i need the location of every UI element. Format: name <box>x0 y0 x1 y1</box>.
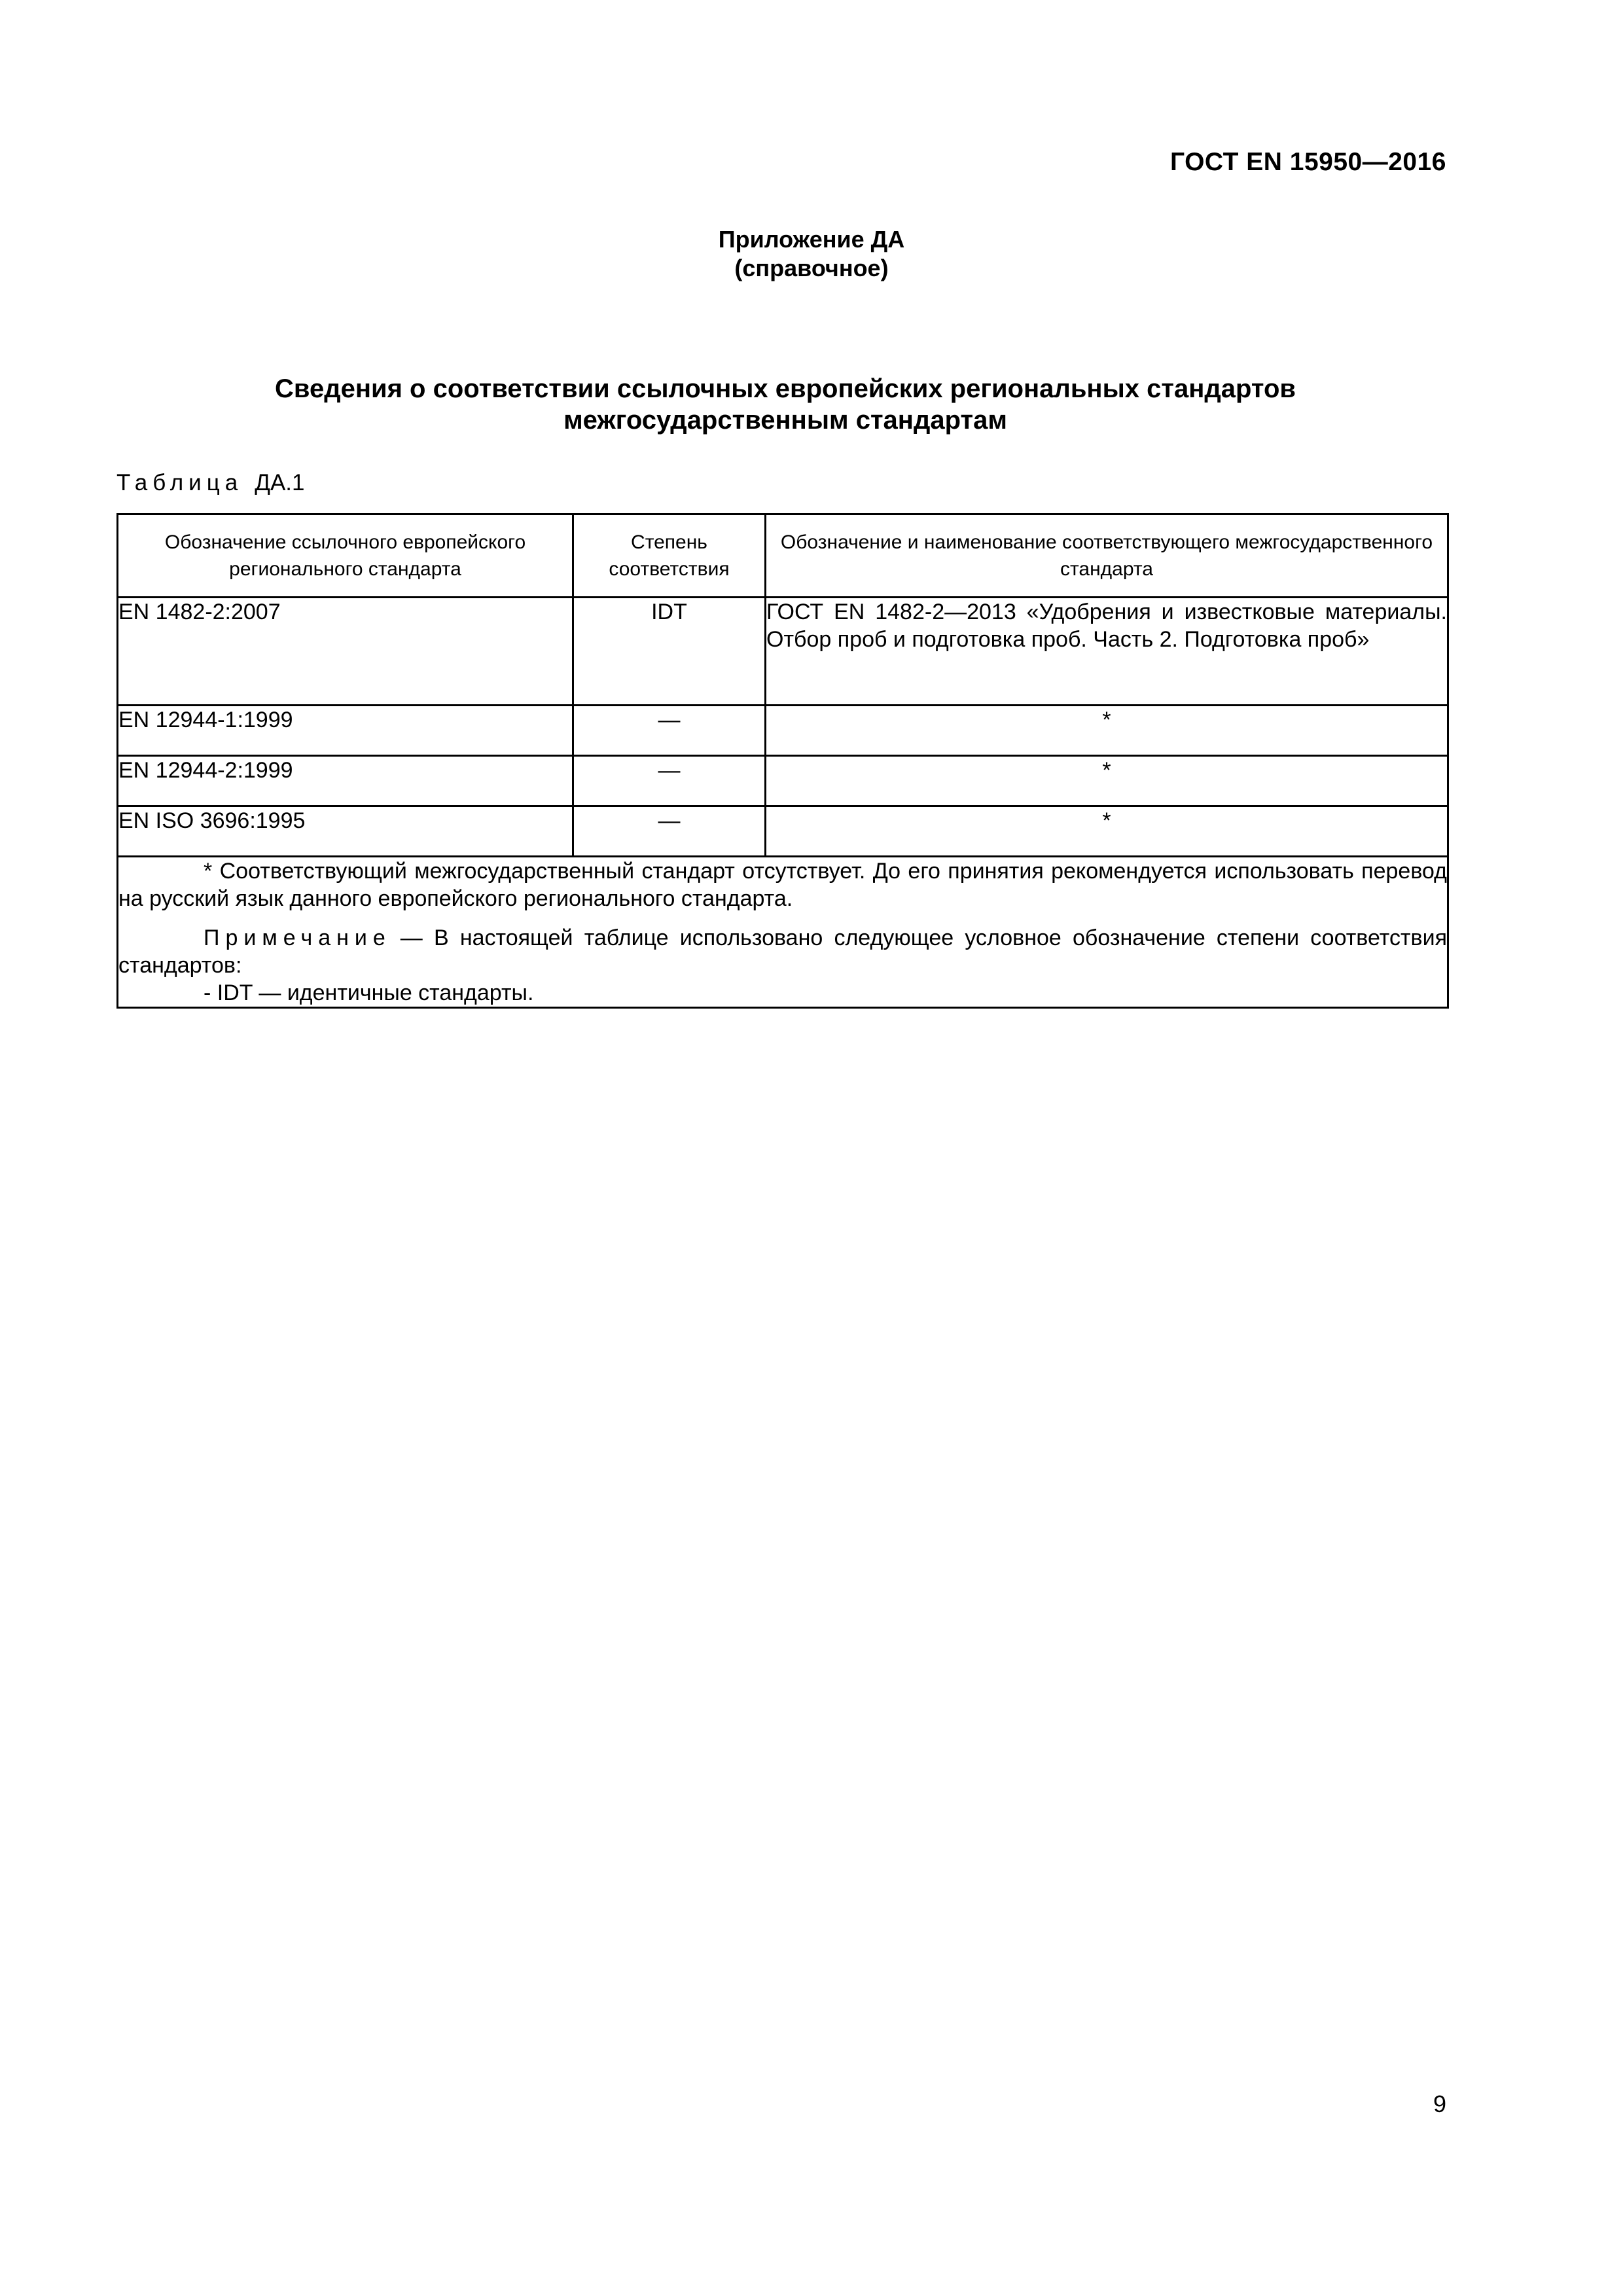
table-row <box>118 806 1448 857</box>
table-row <box>118 706 1448 756</box>
table-caption-number: ДА.1 <box>255 470 305 495</box>
cell-designation: EN 1482-2:2007 <box>118 598 573 706</box>
note-text: — В настоящей таблице использовано следующее условное обозначение степени соответствия стандартов: <box>118 925 1447 978</box>
cell-interstate-standard: * <box>766 706 1448 756</box>
cell-interstate-standard: * <box>766 756 1448 806</box>
note-label: Примечание <box>204 925 391 950</box>
table-caption <box>116 470 304 496</box>
section-title-line-1: Сведения о соответствии ссылочных европейских региональных стандартов <box>275 374 1296 403</box>
cell-designation: EN 12944-1:1999 <box>118 706 573 756</box>
appendix-subtitle: (справочное) <box>734 255 889 281</box>
cell-degree: IDT <box>573 598 766 706</box>
table-row <box>118 598 1448 706</box>
cell-degree: — <box>573 806 766 857</box>
document-code: ГОСТ EN 15950—2016 <box>1169 148 1446 176</box>
cell-designation: EN ISO 3696:1995 <box>118 806 573 857</box>
column-header-designation: Обозначение ссылочного европейского регионального стандарта <box>118 514 573 598</box>
cell-designation: EN 12944-2:1999 <box>118 756 573 806</box>
page-number: 9 <box>1433 2090 1446 2117</box>
section-title-line-2: межгосударственным стандартам <box>563 406 1007 435</box>
table-header-row <box>118 514 1448 598</box>
table-footnote: * Соответствующий межгосударственный стандарт отсутствует. До его принятия рекомендуется использовать перевод на русский язык данного европейского регионального стандарта. <box>118 859 1447 911</box>
cell-interstate-standard: * <box>766 806 1448 857</box>
cell-interstate-standard: ГОСТ EN 1482-2—2013 «Удобрения и известковые материалы. Отбор проб и подготовка проб. Часть 2. Подготовка проб» <box>766 598 1448 706</box>
note-list-item: - IDT — идентичные стандарты. <box>204 980 534 1005</box>
table-note <box>118 924 1447 979</box>
cell-degree: — <box>573 756 766 806</box>
table-notes-row <box>118 857 1448 1008</box>
section-title <box>196 373 1374 436</box>
table-caption-word: Таблица <box>116 470 243 495</box>
column-header-degree: Степень соответствия <box>573 514 766 598</box>
correspondence-table <box>116 513 1449 1009</box>
column-header-interstate-standard: Обозначение и наименование соответствующего межгосударственного стандарта <box>766 514 1448 598</box>
table-notes-cell <box>118 857 1448 1008</box>
table-row <box>118 756 1448 806</box>
appendix-title: Приложение ДА <box>718 226 905 253</box>
cell-degree: — <box>573 706 766 756</box>
appendix-heading <box>0 225 1623 283</box>
